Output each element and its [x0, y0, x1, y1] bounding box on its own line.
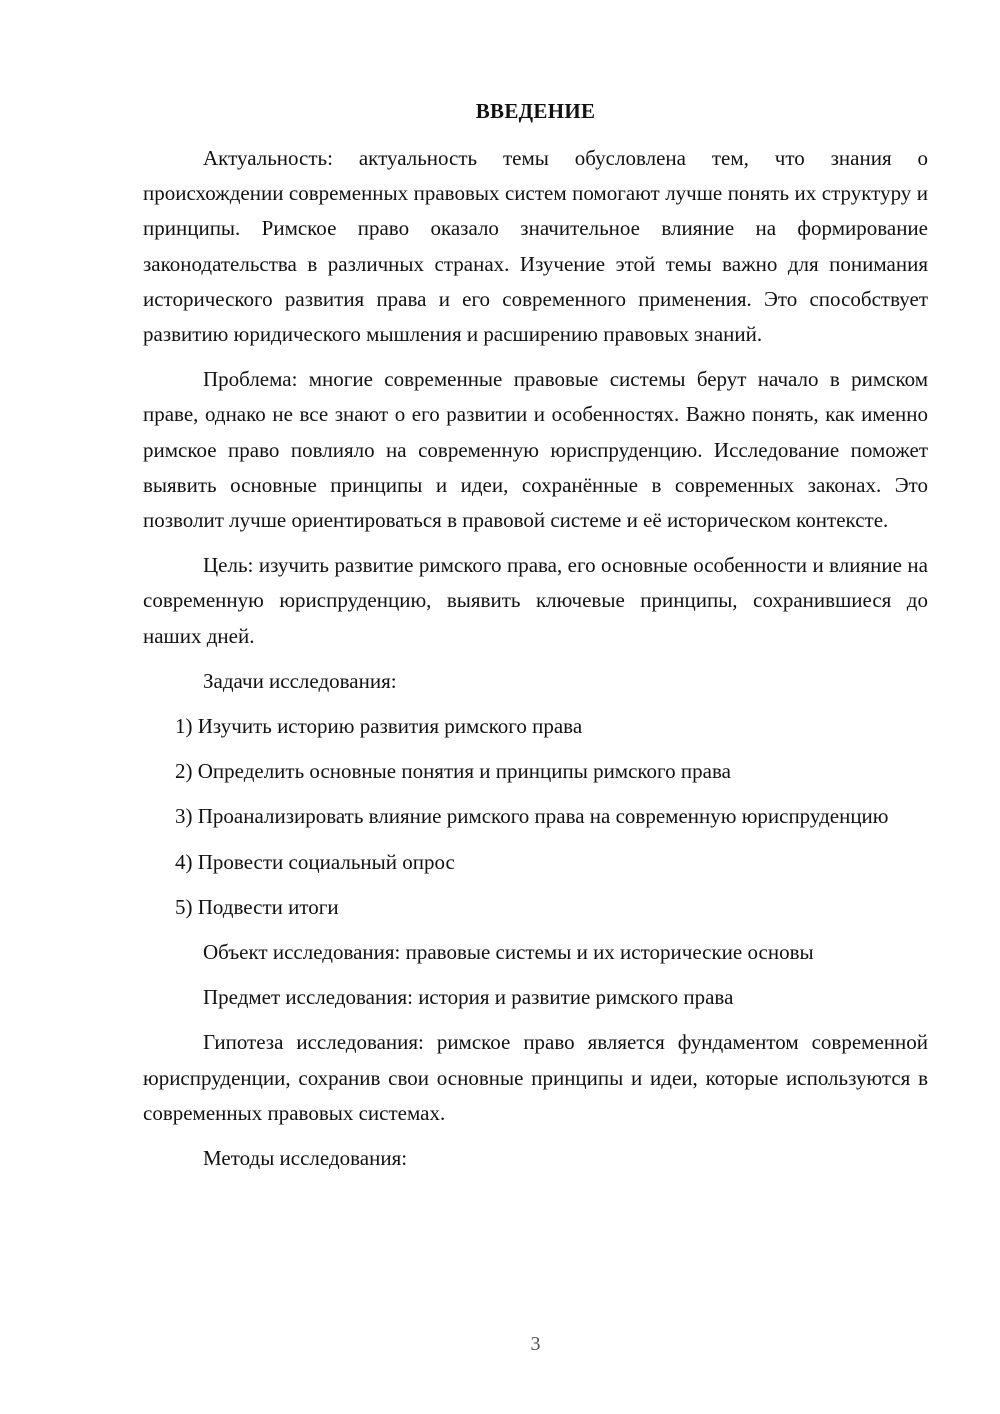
paragraph-object: Объект исследования: правовые системы и их исторические основы [203, 940, 814, 965]
section-title: ВВЕДЕНИЕ [475, 99, 596, 123]
page-number: 3 [530, 1333, 541, 1355]
paragraph-goal: Цель: изучить развитие римского права, его основные особенности и влияние на современную юриспруденцию, выявить ключевые принципы, сохранившиеся до наших дней. [143, 553, 928, 648]
paragraph-methods: Методы исследования: [203, 1146, 408, 1171]
paragraph-tasks-heading: Задачи исследования: [203, 668, 397, 693]
paragraph-relevance: Актуальность: актуальность темы обусловлена тем, что знания о происхождении современных правовых систем помогают лучше понять их структуру и принципы. Римское право оказало значительное влияние на формирование законодательства в различных странах. Изучение этой темы важно для понимания исторического развития права и его современного применения. Это способствует развитию юридического мышления и расширению правовых знаний. [143, 146, 928, 347]
paragraph-problem: Проблема: многие современные правовые системы берут начало в римском праве, однако не все знают о его развитии и особенностях. Важно понять, как именно римское право повлияло на современную юриспруденцию. Исследование поможет выявить основные принципы и идеи, сохранённые в современных законах. Это позволит лучше ориентироваться в правовой системе и её историческом контексте. [143, 367, 928, 533]
document-page [143, 0, 928, 1414]
task-item-5: 5) Подвести итоги [175, 894, 339, 919]
task-item-2: 2) Определить основные понятия и принципы римского права [175, 759, 731, 784]
paragraph-hypothesis: Гипотеза исследования: римское право является фундаментом современной юриспруденции, сохранив свои основные принципы и идеи, которые используются в современных правовых системах. [143, 1030, 928, 1125]
document-body [143, 141, 928, 1176]
task-item-4: 4) Провести социальный опрос [175, 849, 455, 874]
task-item-1: 1) Изучить историю развития римского права [175, 714, 583, 739]
paragraph-subject: Предмет исследования: история и развитие римского права [203, 985, 734, 1010]
task-item-3: 3) Проанализировать влияние римского права на современную юриспруденцию [175, 804, 889, 829]
